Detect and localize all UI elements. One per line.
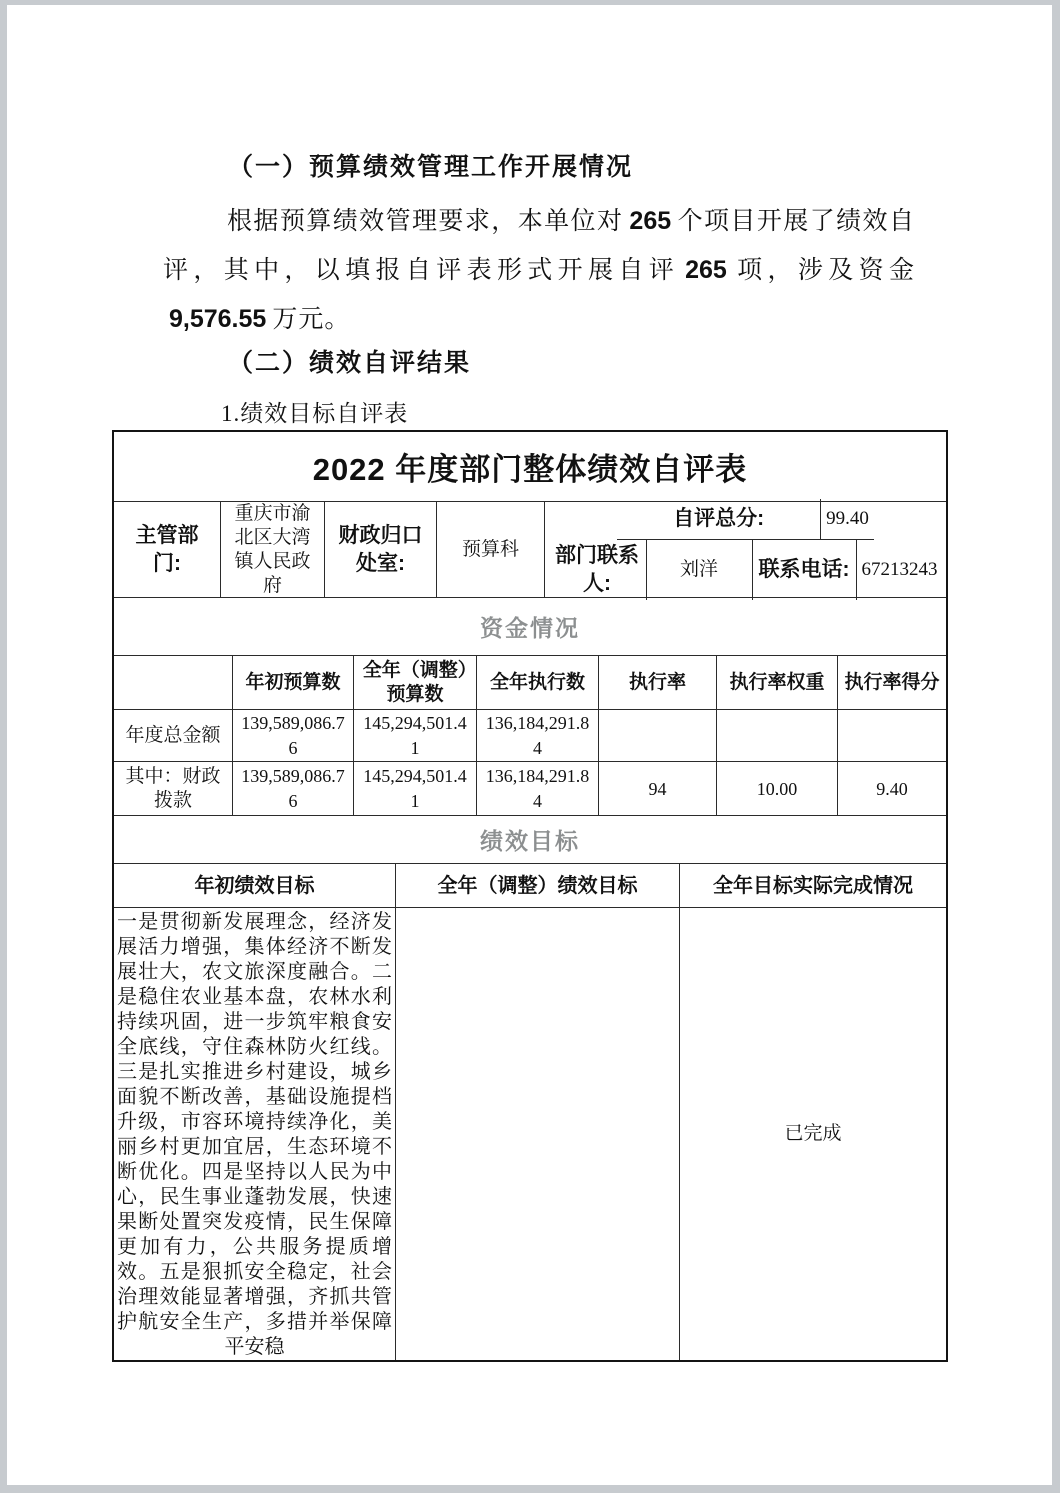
section-heading-2: （二）绩效自评结果 xyxy=(228,350,472,377)
completion-status: 已完成 xyxy=(784,1123,842,1144)
phone-value: 67213243 xyxy=(861,559,938,580)
total-exec-rate xyxy=(599,710,717,761)
table-row xyxy=(114,762,946,816)
finance-office-label: 财政归口处室: xyxy=(325,502,437,597)
score-label: 自评总分: xyxy=(617,499,821,539)
funds-header-rate-score: 执行率得分 xyxy=(844,671,940,693)
self-evaluation-table xyxy=(112,430,948,1362)
info-right-block xyxy=(545,502,946,597)
fiscal-executed: 136,184,291.84 xyxy=(477,762,599,815)
fiscal-rate-score: 9.40 xyxy=(876,778,908,799)
project-count: 265 xyxy=(629,207,672,235)
total-rate-score xyxy=(838,710,946,761)
funds-header-row xyxy=(114,656,946,710)
paragraph-text: 个项目开展了绩效自评，其中，以填报自评表形式开展自评 xyxy=(163,208,915,284)
goals-header-initial: 年初绩效目标 xyxy=(114,864,396,907)
goals-header-completion: 全年目标实际完成情况 xyxy=(713,874,913,897)
paragraph-text: 项，涉及资金 xyxy=(732,257,915,284)
funds-section-header: 资金情况 xyxy=(114,598,946,656)
row-label-total: 年度总金额 xyxy=(114,710,233,761)
total-initial-budget: 139,589,086.76 xyxy=(233,710,354,761)
section-heading-1: （一）预算绩效管理工作开展情况 xyxy=(228,154,634,181)
contact-value: 刘洋 xyxy=(647,540,753,600)
funds-header-exec-rate: 执行率 xyxy=(599,656,717,709)
sub-heading: 1.绩效目标自评表 xyxy=(221,401,409,426)
score-row xyxy=(617,499,874,540)
finance-office-value: 预算科 xyxy=(437,502,545,597)
adjusted-goal-text xyxy=(396,908,680,1360)
row-label-fiscal: 其中：财政拨款 xyxy=(114,762,233,815)
paragraph-text: 根据预算绩效管理要求，本单位对 xyxy=(227,208,624,235)
fiscal-rate-weight: 10.00 xyxy=(717,762,838,815)
fiscal-adjusted-budget: 145,294,501.41 xyxy=(354,762,477,815)
dept-value: 重庆市渝北区大湾镇人民政府 xyxy=(221,502,325,597)
phone-label: 联系电话: xyxy=(753,540,857,600)
goals-content-row xyxy=(114,908,946,1360)
initial-goal-text: 一是贯彻新发展理念，经济发展活力增强，集体经济不断发展壮大，农文旅深度融合。二是稳住农业基本盘，农林水利持续巩固，进一步筑牢粮食安全底线，守住森林防火红线。三是扎实推进乡村建设，城乡面貌不断改善，基础设施提档升级，市容环境持续净化，美丽乡村更加宜居，生态环境不断优化。四是坚持以人民为中心，民生事业蓬勃发展，快速果断处置突发疫情，民生保障更加有力，公共服务提质增效。五是狠抓安全稳定，社会治理效能显著增强，齐抓共管护航安全生产，多措并举保障平安稳 xyxy=(114,908,396,1360)
goals-header-row xyxy=(114,864,946,908)
dept-label: 主管部门: xyxy=(114,502,221,597)
fiscal-exec-rate: 94 xyxy=(599,762,717,815)
contact-label: 部门联系人: xyxy=(549,540,647,600)
fund-amount: 9,576.55 xyxy=(169,305,267,333)
contact-row xyxy=(549,540,943,600)
intro-paragraph xyxy=(163,197,915,344)
funds-header-adjusted-budget: 全年（调整）预算数 xyxy=(354,656,477,709)
funds-header-rate-weight: 执行率权重 xyxy=(717,656,838,709)
self-eval-count: 265 xyxy=(685,256,727,284)
paragraph-text: 万元。 xyxy=(272,306,351,333)
goals-header-adjusted: 全年（调整）绩效目标 xyxy=(396,864,680,907)
goals-section-header: 绩效目标 xyxy=(114,816,946,864)
total-rate-weight xyxy=(717,710,838,761)
total-executed: 136,184,291.84 xyxy=(477,710,599,761)
table-row xyxy=(114,710,946,762)
table-title-row xyxy=(114,432,946,502)
funds-header-empty xyxy=(114,656,233,709)
total-adjusted-budget: 145,294,501.41 xyxy=(354,710,477,761)
funds-header-executed: 全年执行数 xyxy=(477,656,599,709)
fiscal-initial-budget: 139,589,086.76 xyxy=(233,762,354,815)
table-info-row xyxy=(114,502,946,598)
funds-header-initial-budget: 年初预算数 xyxy=(233,656,354,709)
table-title: 2022 年度部门整体绩效自评表 xyxy=(312,452,748,487)
document-page xyxy=(7,5,1052,1485)
score-value: 99.40 xyxy=(826,508,869,529)
